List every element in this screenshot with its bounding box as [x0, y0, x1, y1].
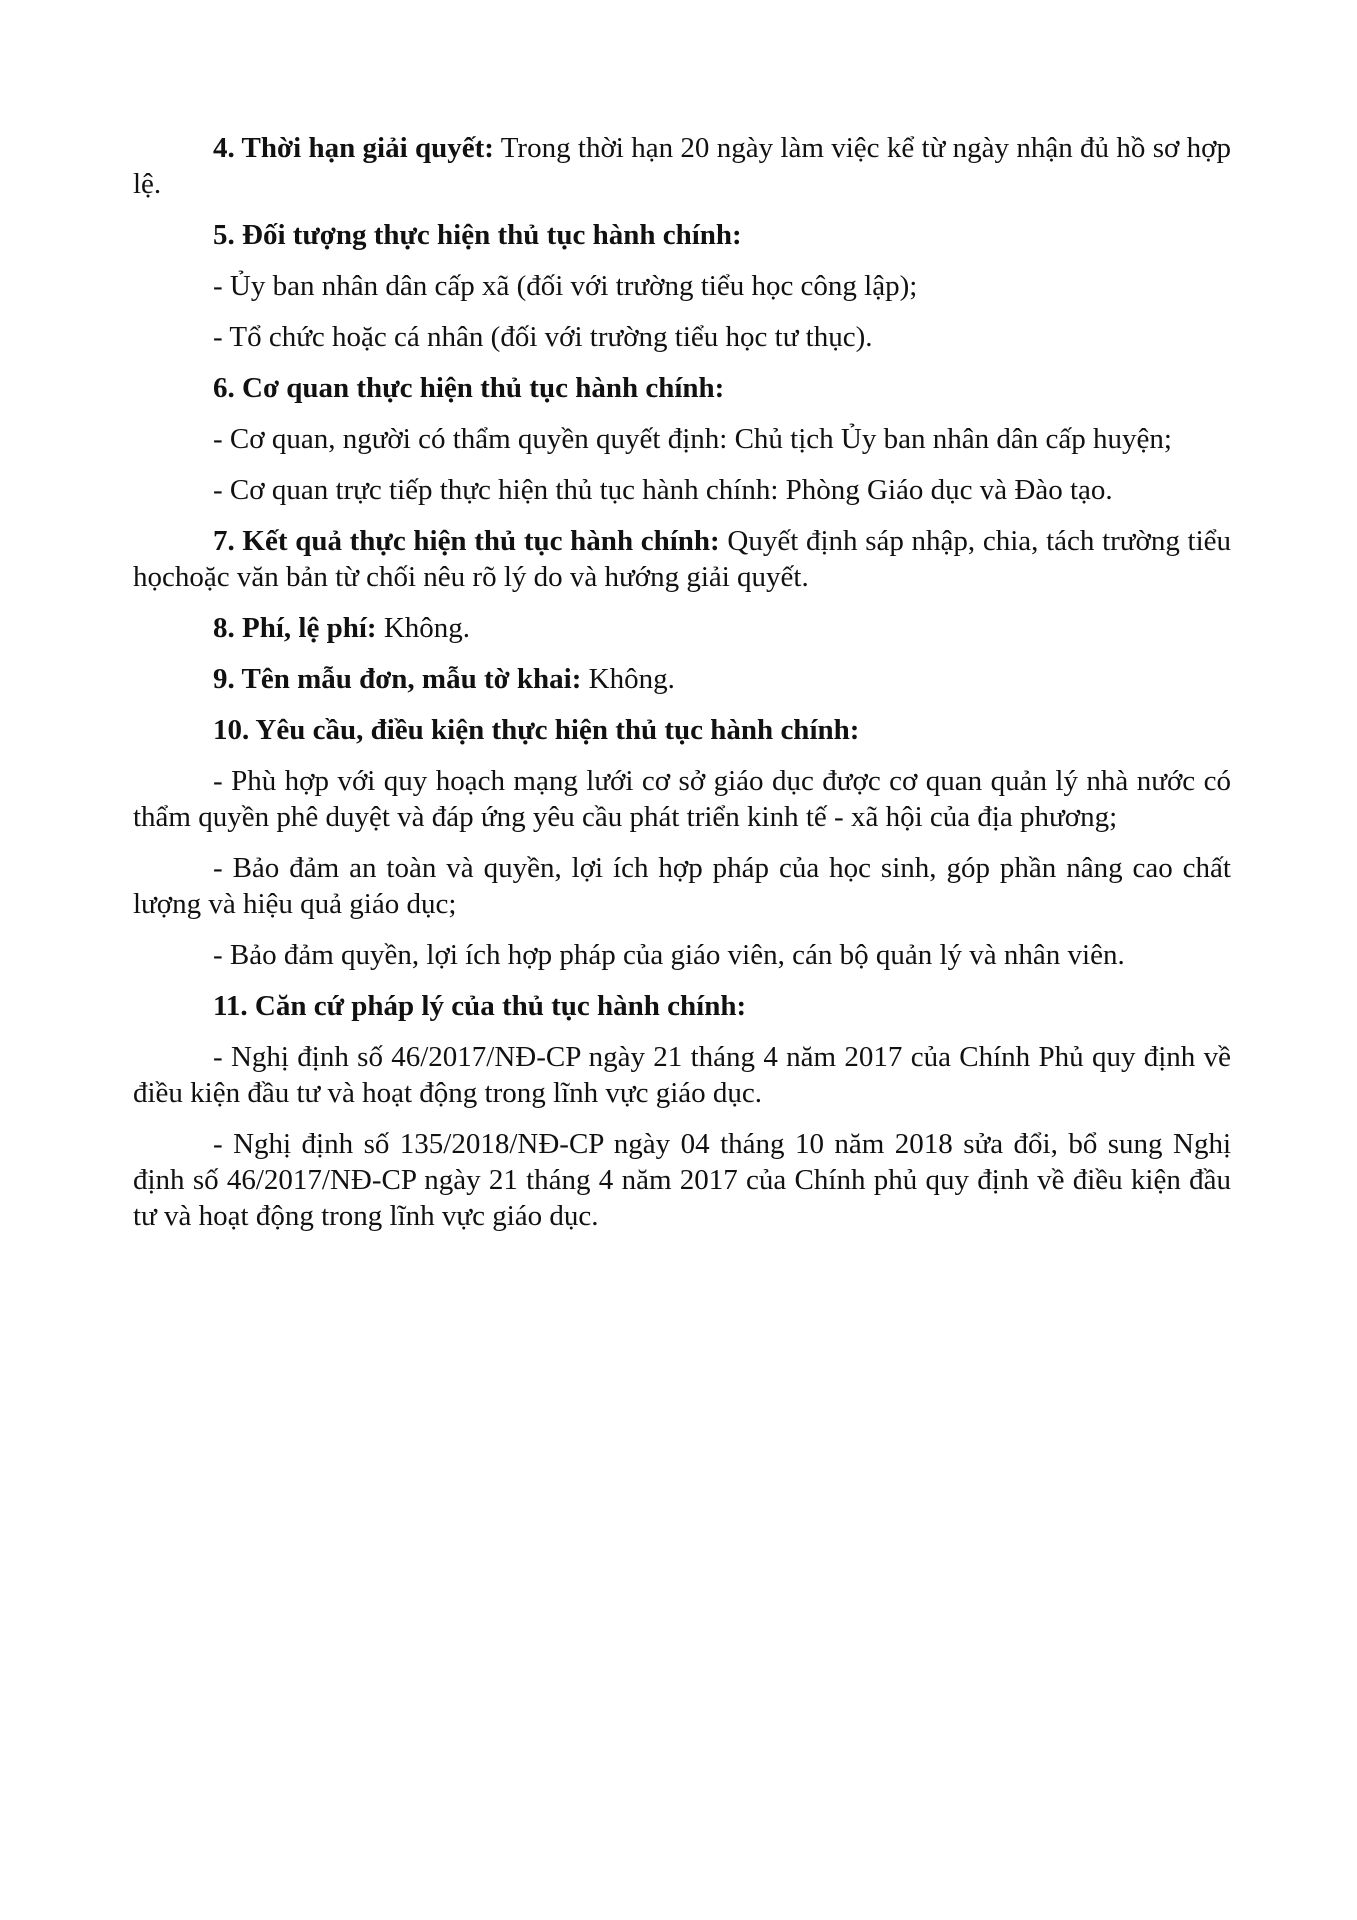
section-8-label: 8. Phí, lệ phí:	[213, 612, 377, 644]
section-6-heading: 6. Cơ quan thực hiện thủ tục hành chính:	[213, 372, 725, 404]
section-9-forms	[133, 661, 1231, 697]
section-6-item-2: - Cơ quan trực tiếp thực hiện thủ tục hành chính: Phòng Giáo dục và Đào tạo.	[213, 474, 1113, 506]
section-11-item-1: - Nghị định số 46/2017/NĐ-CP ngày 21 tháng 4 năm 2017 của Chính Phủ quy định về điều kiện đầu tư và hoạt động trong lĩnh vực giáo dục.	[133, 1041, 1231, 1109]
section-5-heading: 5. Đối tượng thực hiện thủ tục hành chính:	[213, 219, 742, 251]
section-4-label: 4. Thời hạn giải quyết:	[213, 132, 494, 164]
section-5-item-1: - Ủy ban nhân dân cấp xã (đối với trường tiểu học công lập);	[213, 270, 918, 302]
section-7-text: Quyết định sáp nhập, chia, tách trường tiểu họchoặc văn bản từ chối nêu rõ lý do và hướng giải quyết.	[133, 525, 1231, 593]
section-11-heading: 11. Căn cứ pháp lý của thủ tục hành chính:	[213, 990, 747, 1022]
section-4-resolution-time	[133, 130, 1231, 202]
section-9-text: Không.	[581, 663, 675, 695]
section-6-item-1: - Cơ quan, người có thẩm quyền quyết định: Chủ tịch Ủy ban nhân dân cấp huyện;	[213, 423, 1172, 455]
document-body	[133, 130, 1231, 1249]
section-7-label: 7. Kết quả thực hiện thủ tục hành chính:	[213, 525, 720, 557]
section-4-text: Trong thời hạn 20 ngày làm việc kể từ ngày nhận đủ hồ sơ hợp lệ.	[133, 132, 1231, 200]
section-8-text: Không.	[376, 612, 471, 644]
section-9-label: 9. Tên mẫu đơn, mẫu tờ khai:	[213, 663, 582, 695]
section-5-item-2: - Tổ chức hoặc cá nhân (đối với trường tiểu học tư thục).	[213, 321, 873, 353]
section-10-heading: 10. Yêu cầu, điều kiện thực hiện thủ tục hành chính:	[213, 714, 860, 746]
section-8-fees	[133, 610, 1231, 646]
section-11-item-2: - Nghị định số 135/2018/NĐ-CP ngày 04 tháng 10 năm 2018 sửa đổi, bổ sung Nghị định số 46/2017/NĐ-CP ngày 21 tháng 4 năm 2017 của Chính phủ quy định về điều kiện đầu tư và hoạt động trong lĩnh vực giáo dục.	[133, 1128, 1231, 1232]
section-10-item-3: - Bảo đảm quyền, lợi ích hợp pháp của giáo viên, cán bộ quản lý và nhân viên.	[213, 939, 1125, 971]
section-7-result	[133, 523, 1231, 595]
section-10-item-1: - Phù hợp với quy hoạch mạng lưới cơ sở giáo dục được cơ quan quản lý nhà nước có thẩm quyền phê duyệt và đáp ứng yêu cầu phát triển kinh tế - xã hội của địa phương;	[133, 765, 1231, 833]
section-10-item-2: - Bảo đảm an toàn và quyền, lợi ích hợp pháp của học sinh, góp phần nâng cao chất lượng và hiệu quả giáo dục;	[133, 852, 1231, 920]
